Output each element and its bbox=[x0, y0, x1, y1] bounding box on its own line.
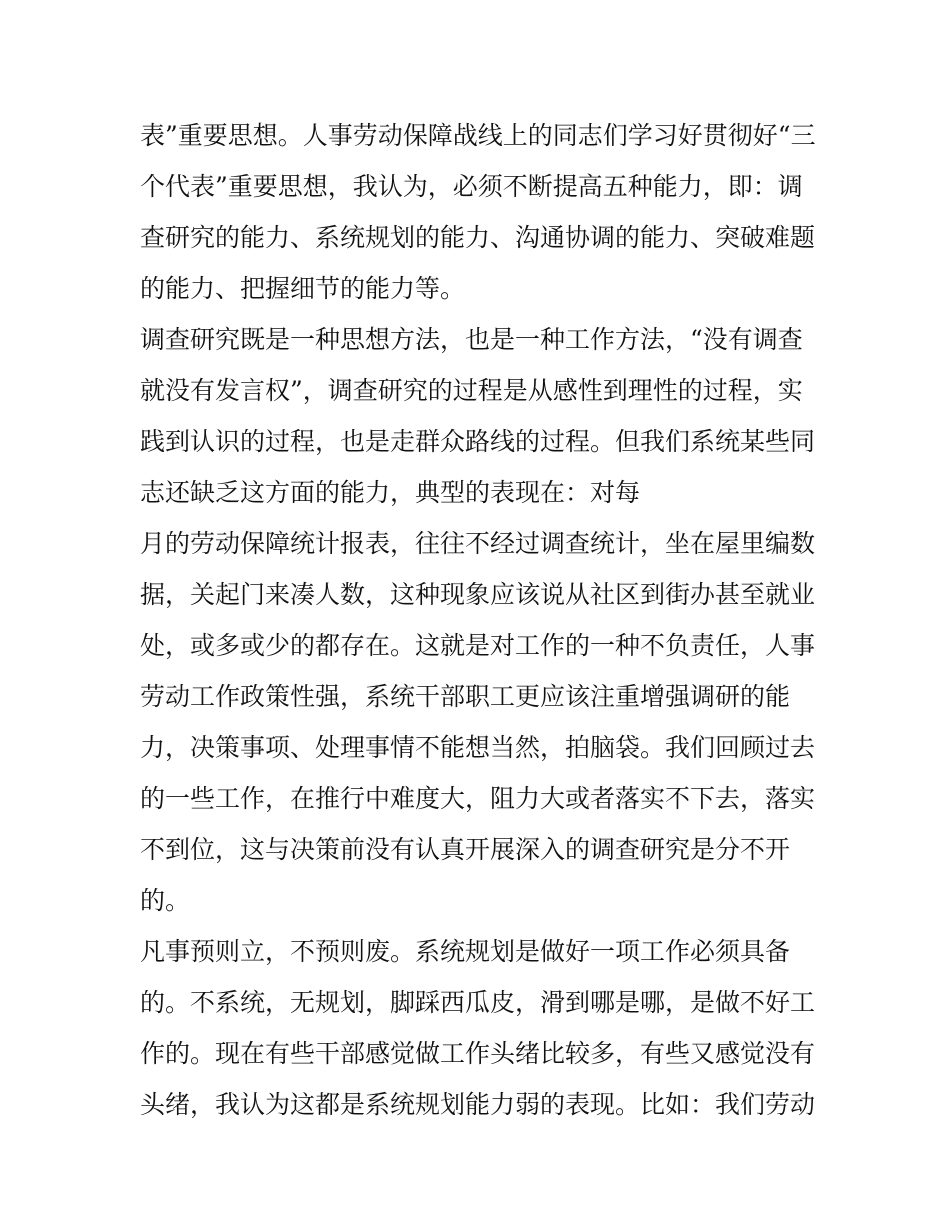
text-line: 凡事预则立，不预则废。系统规划是做好一项工作必须具备 bbox=[140, 937, 791, 966]
text-line: 志还缺乏这方面的能力，典型的表现在：对每 bbox=[140, 478, 641, 507]
text-line: 的。不系统，无规划，脚踩西瓜皮，滑到哪是哪，是做不好工 bbox=[140, 988, 816, 1017]
text-line: 践到认识的过程，也是走群众路线的过程。但我们系统某些同 bbox=[140, 427, 816, 456]
text-line: 作的。现在有些干部感觉做工作头绪比较多，有些又感觉没有 bbox=[140, 1039, 816, 1068]
text-line: 查研究的能力、系统规划的能力、沟通协调的能力、突破难题 bbox=[140, 223, 816, 252]
text-line: 据，关起门来凑人数，这种现象应该说从社区到街办甚至就业 bbox=[140, 580, 816, 609]
text-line: 表”重要思想。人事劳动保障战线上的同志们学习好贯彻好“三 bbox=[140, 121, 816, 150]
document-body bbox=[140, 110, 820, 1130]
text-line: 月的劳动保障统计报表，往往不经过调查统计，坐在屋里编数 bbox=[140, 529, 816, 558]
text-line: 个代表”重要思想，我认为，必须不断提高五种能力，即：调 bbox=[140, 172, 803, 201]
text-line: 的。 bbox=[140, 886, 191, 915]
text-line: 不到位，这与决策前没有认真开展深入的调查研究是分不开 bbox=[140, 835, 791, 864]
text-line: 就没有发言权”，调查研究的过程是从感性到理性的过程，实 bbox=[140, 376, 803, 405]
text-line: 的一些工作，在推行中难度大，阻力大或者落实不下去，落实 bbox=[140, 784, 816, 813]
text-line: 力，决策事项、处理事情不能想当然，拍脑袋。我们回顾过去 bbox=[140, 733, 816, 762]
text-line: 头绪，我认为这都是系统规划能力弱的表现。比如：我们劳动 bbox=[140, 1090, 816, 1119]
text-line: 调查研究既是一种思想方法，也是一种工作方法，“没有调查 bbox=[140, 325, 803, 354]
text-line: 处，或多或少的都存在。这就是对工作的一种不负责任，人事 bbox=[140, 631, 816, 660]
text-line: 的能力、把握细节的能力等。 bbox=[140, 274, 466, 303]
text-line: 劳动工作政策性强，系统干部职工更应该注重增强调研的能 bbox=[140, 682, 791, 711]
